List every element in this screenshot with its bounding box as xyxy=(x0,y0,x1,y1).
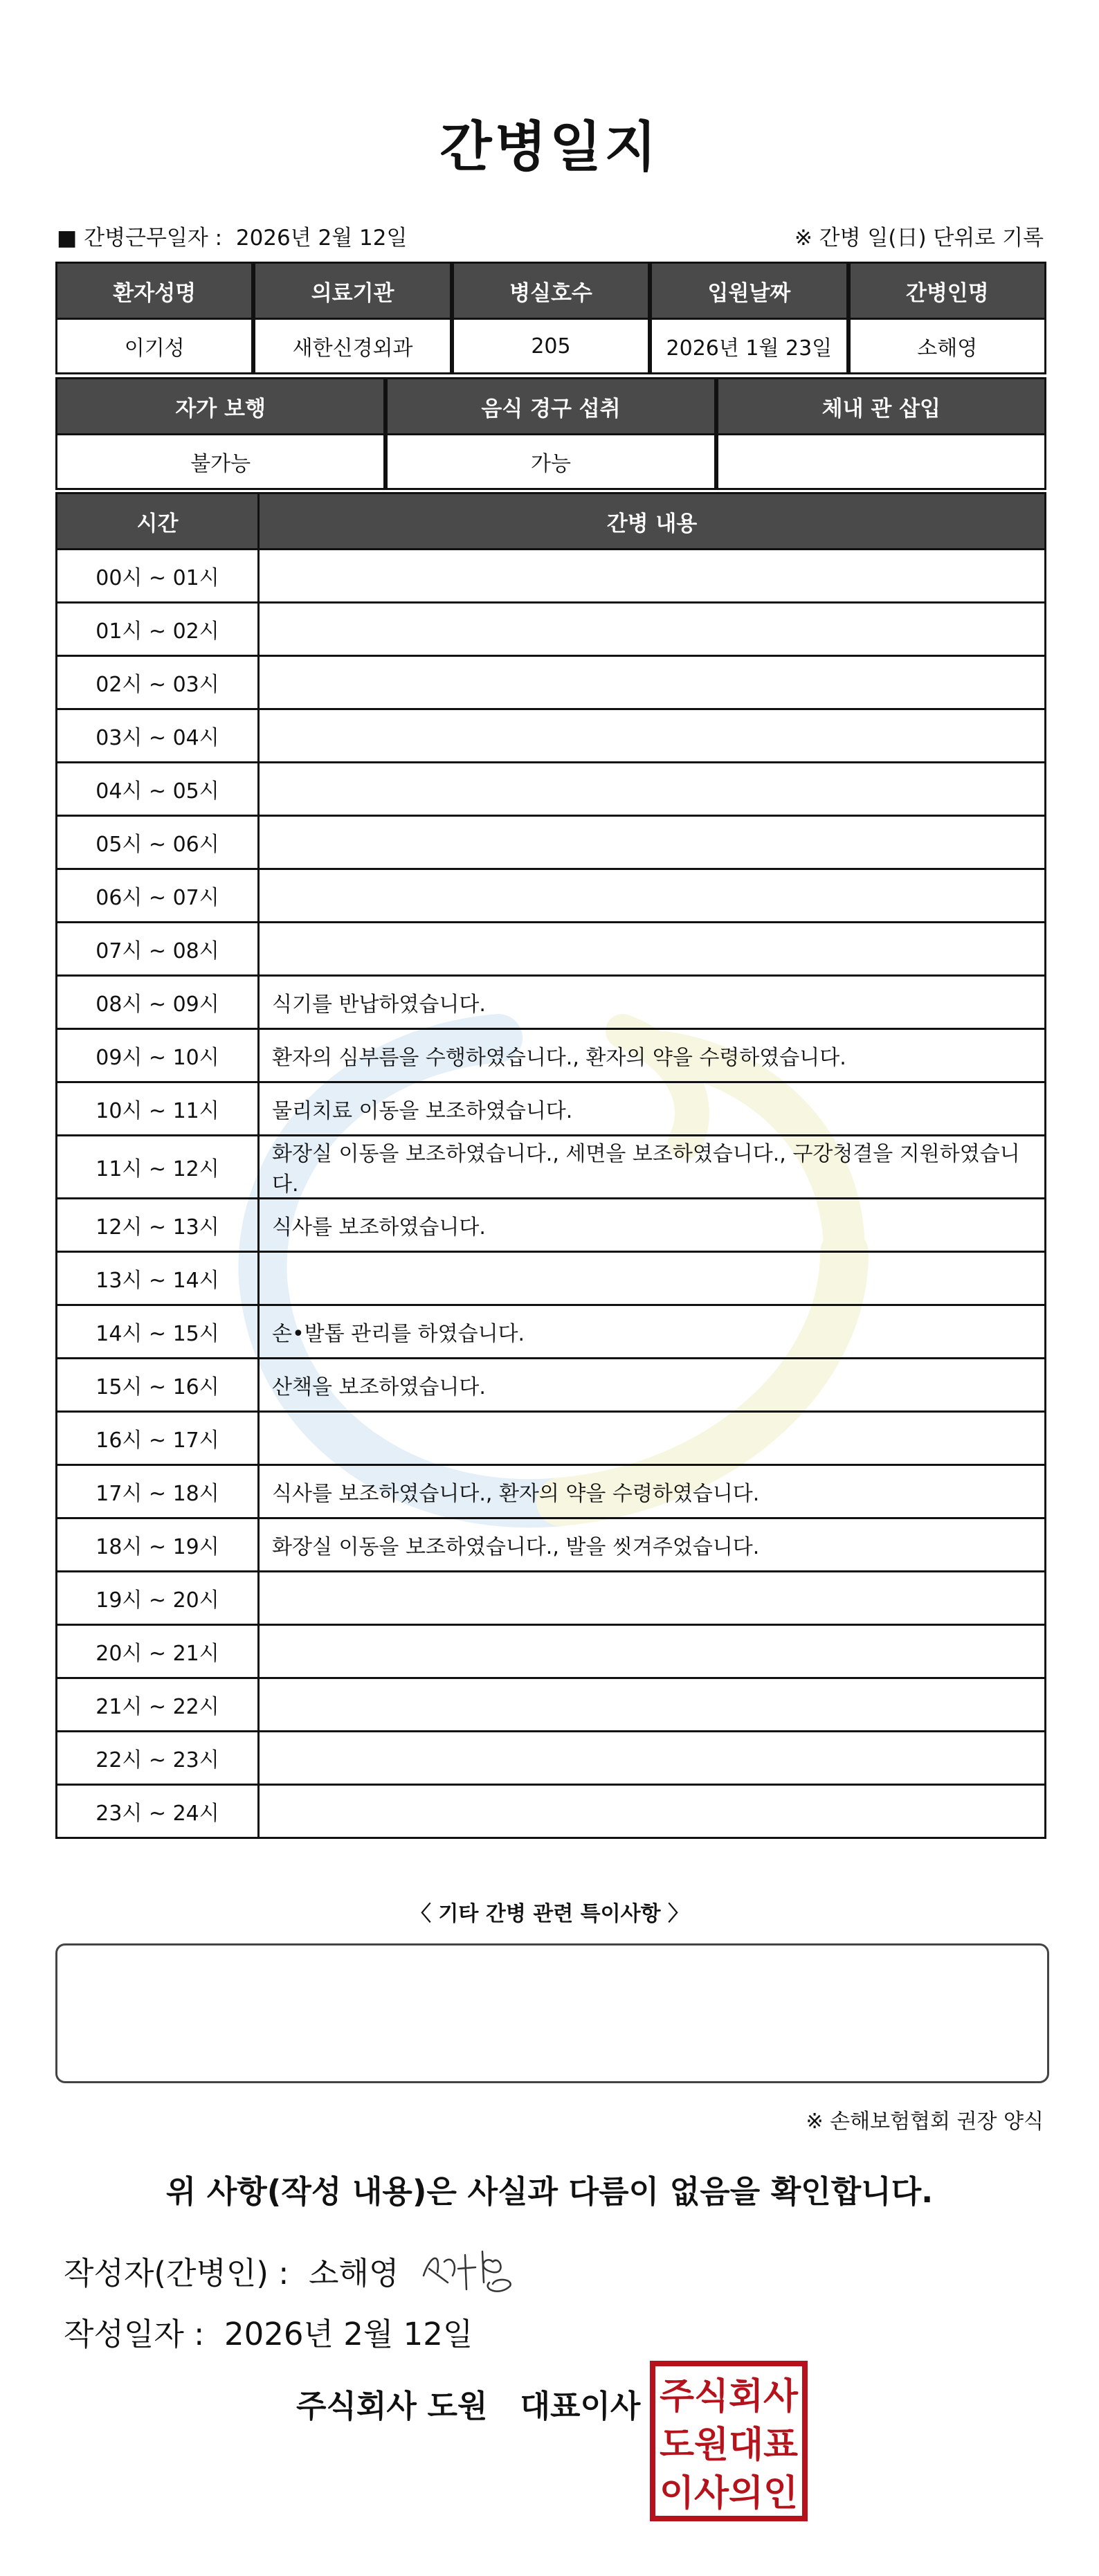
table-row xyxy=(57,923,1046,976)
seal-line-1: 주식회사 xyxy=(660,2376,799,2418)
handwritten-signature xyxy=(417,2234,541,2303)
content-cell xyxy=(259,603,1046,656)
caregiver-name-value: 소해영 xyxy=(849,319,1045,374)
admission-date-header: 입원날짜 xyxy=(651,263,847,319)
writer-name: 소해영 xyxy=(309,2255,399,2292)
company-title: 대표이사 xyxy=(520,2388,641,2424)
table-row xyxy=(57,709,1046,763)
time-cell: 16시 ~ 17시 xyxy=(57,1412,259,1465)
content-cell: 손•발톱 관리를 하였습니다. xyxy=(259,1305,1046,1359)
time-cell: 01시 ~ 02시 xyxy=(57,603,259,656)
time-cell: 05시 ~ 06시 xyxy=(57,816,259,869)
table-row xyxy=(57,656,1046,709)
time-cell: 00시 ~ 01시 xyxy=(57,550,259,603)
table-row xyxy=(57,1518,1046,1572)
content-cell xyxy=(259,550,1046,603)
content-cell: 화장실 이동을 보조하였습니다., 발을 씻겨주었습니다. xyxy=(259,1518,1046,1572)
table-row xyxy=(57,1732,1046,1785)
table-row xyxy=(57,816,1046,869)
time-cell: 02시 ~ 03시 xyxy=(57,656,259,709)
time-cell: 15시 ~ 16시 xyxy=(57,1359,259,1412)
time-cell: 22시 ~ 23시 xyxy=(57,1732,259,1785)
company-line xyxy=(296,2381,640,2426)
time-cell: 07시 ~ 08시 xyxy=(57,923,259,976)
table-row xyxy=(57,1199,1046,1252)
table-row xyxy=(57,763,1046,816)
table-row xyxy=(57,1136,1046,1199)
writer-label: 작성자(간병인) : xyxy=(64,2255,289,2292)
time-cell: 04시 ~ 05시 xyxy=(57,763,259,816)
time-cell: 08시 ~ 09시 xyxy=(57,976,259,1029)
remarks-box xyxy=(55,1943,1049,2083)
tube-header: 체내 관 삽입 xyxy=(717,379,1045,435)
time-cell: 11시 ~ 12시 xyxy=(57,1136,259,1199)
work-date-label: ■ 간병근무일자 : xyxy=(57,226,223,251)
content-cell: 산책을 보조하였습니다. xyxy=(259,1359,1046,1412)
content-cell: 환자의 심부름을 수행하였습니다., 환자의 약을 수령하였습니다. xyxy=(259,1029,1046,1082)
content-cell xyxy=(259,1625,1046,1678)
table-row xyxy=(57,1029,1046,1082)
walking-value: 불가능 xyxy=(57,435,385,489)
content-cell: 식기를 반납하였습니다. xyxy=(259,976,1046,1029)
content-cell xyxy=(259,923,1046,976)
oral-intake-value: 가능 xyxy=(387,435,715,489)
table-row xyxy=(57,976,1046,1029)
time-cell: 14시 ~ 15시 xyxy=(57,1305,259,1359)
table-row xyxy=(57,1572,1046,1625)
content-cell xyxy=(259,1252,1046,1305)
content-cell xyxy=(259,869,1046,923)
patient-info-table xyxy=(55,262,1046,374)
seal-line-3: 이사의인 xyxy=(660,2473,798,2514)
table-row xyxy=(57,1359,1046,1412)
content-cell: 물리치료 이동을 보조하였습니다. xyxy=(259,1082,1046,1136)
written-date-value: 2026년 2월 12일 xyxy=(224,2316,473,2352)
company-name: 주식회사 도원 xyxy=(296,2388,488,2424)
patient-name-value: 이기성 xyxy=(57,319,253,374)
table-row xyxy=(57,1625,1046,1678)
content-cell xyxy=(259,1732,1046,1785)
company-seal xyxy=(649,2360,808,2522)
care-log-table xyxy=(55,492,1046,1839)
room-header: 병실호수 xyxy=(453,263,648,319)
content-cell xyxy=(259,1572,1046,1625)
work-date xyxy=(57,220,407,251)
hospital-value: 새한신경외과 xyxy=(255,319,451,374)
table-row xyxy=(57,550,1046,603)
table-row xyxy=(57,1785,1046,1838)
admission-date-value: 2026년 1월 23일 xyxy=(651,319,847,374)
unit-note: ※ 간병 일(日) 단위로 기록 xyxy=(794,226,1044,251)
tube-value xyxy=(717,435,1045,489)
content-cell xyxy=(259,816,1046,869)
written-date-line xyxy=(64,2309,473,2354)
time-cell: 21시 ~ 22시 xyxy=(57,1678,259,1732)
patient-name-header: 환자성명 xyxy=(57,263,253,319)
table-row xyxy=(57,1465,1046,1518)
remarks-label: 〈 기타 간병 관련 특이사항 〉 xyxy=(410,1902,689,1926)
hospital-header: 의료기관 xyxy=(255,263,451,319)
time-cell: 18시 ~ 19시 xyxy=(57,1518,259,1572)
content-cell xyxy=(259,763,1046,816)
status-info-table xyxy=(55,377,1046,490)
content-cell xyxy=(259,709,1046,763)
time-cell: 19시 ~ 20시 xyxy=(57,1572,259,1625)
walking-header: 자가 보행 xyxy=(57,379,385,435)
table-row xyxy=(57,869,1046,923)
time-cell: 06시 ~ 07시 xyxy=(57,869,259,923)
content-header: 간병 내용 xyxy=(259,493,1046,550)
seal-line-2: 도원대표 xyxy=(660,2424,798,2466)
time-header: 시간 xyxy=(57,493,259,550)
work-date-value: 2026년 2월 12일 xyxy=(235,226,408,251)
content-cell: 식사를 보조하였습니다., 환자의 약을 수령하였습니다. xyxy=(259,1465,1046,1518)
room-value: 205 xyxy=(453,319,648,374)
confirm-statement: 위 사항(작성 내용)은 사실과 다름이 없음을 확인합니다. xyxy=(165,2173,934,2210)
time-cell: 12시 ~ 13시 xyxy=(57,1199,259,1252)
table-row xyxy=(57,1082,1046,1136)
table-row xyxy=(57,603,1046,656)
content-cell xyxy=(259,1412,1046,1465)
time-cell: 20시 ~ 21시 xyxy=(57,1625,259,1678)
time-cell: 23시 ~ 24시 xyxy=(57,1785,259,1838)
time-cell: 13시 ~ 14시 xyxy=(57,1252,259,1305)
writer-line xyxy=(64,2248,399,2293)
content-cell xyxy=(259,1785,1046,1838)
content-cell xyxy=(259,1678,1046,1732)
time-cell: 10시 ~ 11시 xyxy=(57,1082,259,1136)
time-cell: 17시 ~ 18시 xyxy=(57,1465,259,1518)
table-row xyxy=(57,1678,1046,1732)
written-date-label: 작성일자 : xyxy=(64,2316,205,2352)
caregiver-name-header: 간병인명 xyxy=(849,263,1045,319)
table-row xyxy=(57,1305,1046,1359)
content-cell: 식사를 보조하였습니다. xyxy=(259,1199,1046,1252)
recommend-note: ※ 손해보험협회 권장 양식 xyxy=(806,2110,1044,2134)
oral-intake-header: 음식 경구 섭취 xyxy=(387,379,715,435)
content-cell xyxy=(259,656,1046,709)
page-title: 간병일지 xyxy=(439,116,660,179)
table-row xyxy=(57,1252,1046,1305)
time-cell: 09시 ~ 10시 xyxy=(57,1029,259,1082)
table-row xyxy=(57,1412,1046,1465)
content-cell: 화장실 이동을 보조하였습니다., 세면을 보조하였습니다., 구강청결을 지원하였습니다. xyxy=(259,1136,1046,1199)
time-cell: 03시 ~ 04시 xyxy=(57,709,259,763)
